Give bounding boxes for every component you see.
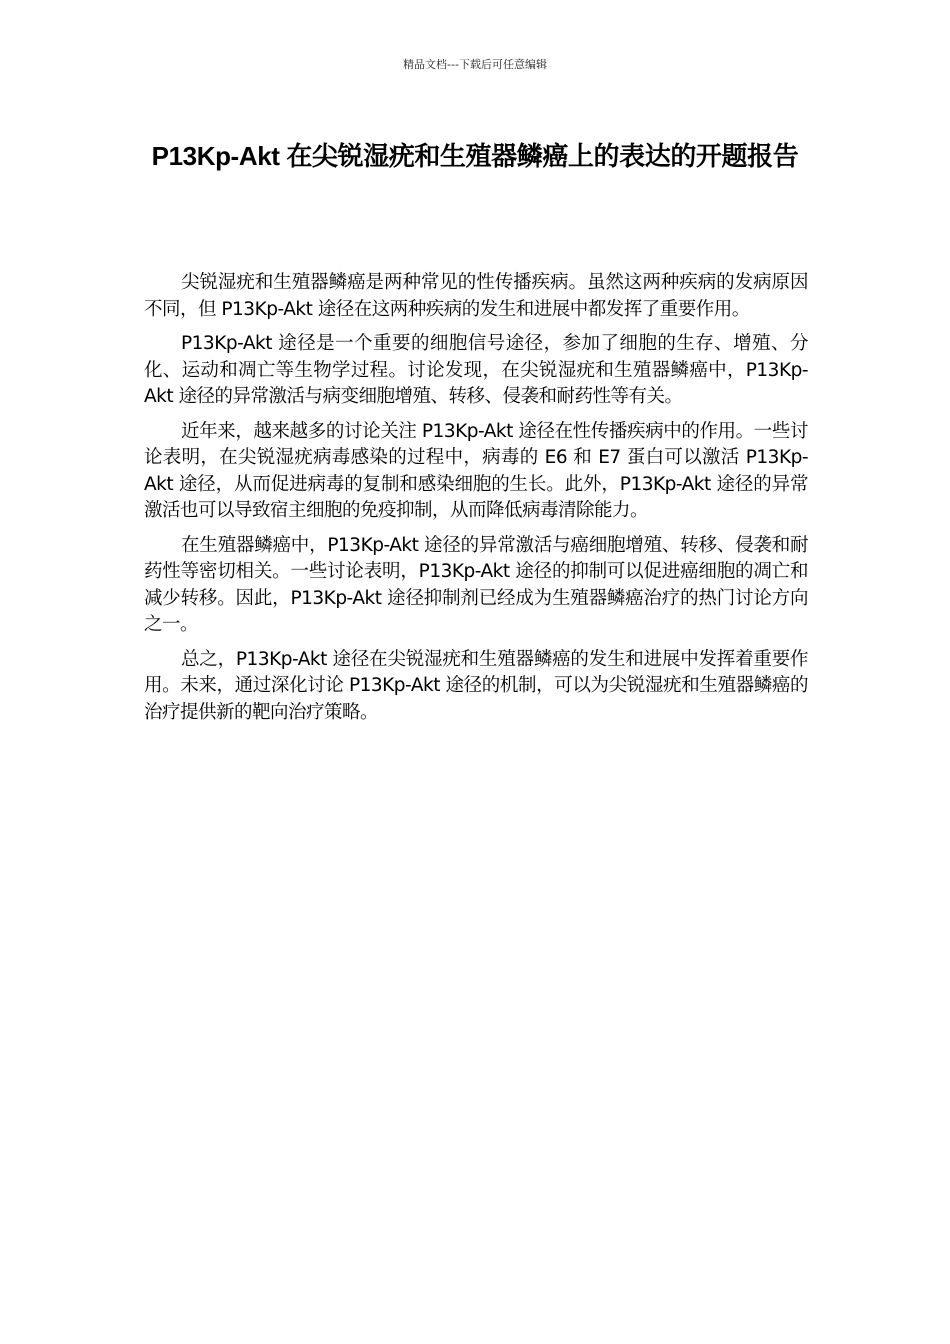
- paragraph-intro: 尖锐湿疣和生殖器鳞癌是两种常见的性传播疾病。虽然这两种疾病的发病原因不同，但 P13Kp-Akt 途径在这两种疾病的发生和进展中都发挥了重要作用。: [144, 272, 808, 320]
- paragraph-squamous-carcinoma: 在生殖器鳞癌中，P13Kp-Akt 途径的异常激活与癌细胞增殖、转移、侵袭和耐药性等密切相关。一些讨论表明，P13Kp-Akt 途径的抑制可以促进癌细胞的凋亡和减少转移。因此，P13Kp-Akt 途径抑制剂已经成为生殖器鳞癌治疗的热门讨论方向之一。: [144, 534, 808, 635]
- paragraph-pathway: P13Kp-Akt 途径是一个重要的细胞信号途径，参加了细胞的生存、增殖、分化、运动和凋亡等生物学过程。讨论发现，在尖锐湿疣和生殖器鳞癌中，P13Kp-Akt 途径的异常激活与病变细胞增殖、转移、侵袭和耐药性等有关。: [144, 333, 808, 407]
- document-body: [144, 270, 808, 734]
- document-title: P13Kp-Akt 在尖锐湿疣和生殖器鳞癌上的表达的开题报告: [151, 141, 799, 171]
- header-note: 精品文档---下载后可任意编辑: [403, 58, 547, 71]
- paragraph-recent-research: 近年来，越来越多的讨论关注 P13Kp-Akt 途径在性传播疾病中的作用。一些讨论表明，在尖锐湿疣病毒感染的过程中，病毒的 E6 和 E7 蛋白可以激活 P13Kp-Akt 途径，从而促进病毒的复制和感染细胞的生长。此外，P13Kp-Akt 途径的异常激活也可以导致宿主细胞的免疫抑制，从而降低病毒清除能力。: [144, 420, 808, 521]
- paragraph-conclusion: 总之，P13Kp-Akt 途径在尖锐湿疣和生殖器鳞癌的发生和进展中发挥着重要作用。未来，通过深化讨论 P13Kp-Akt 途径的机制，可以为尖锐湿疣和生殖器鳞癌的治疗提供新的靶向治疗策略。: [144, 648, 808, 723]
